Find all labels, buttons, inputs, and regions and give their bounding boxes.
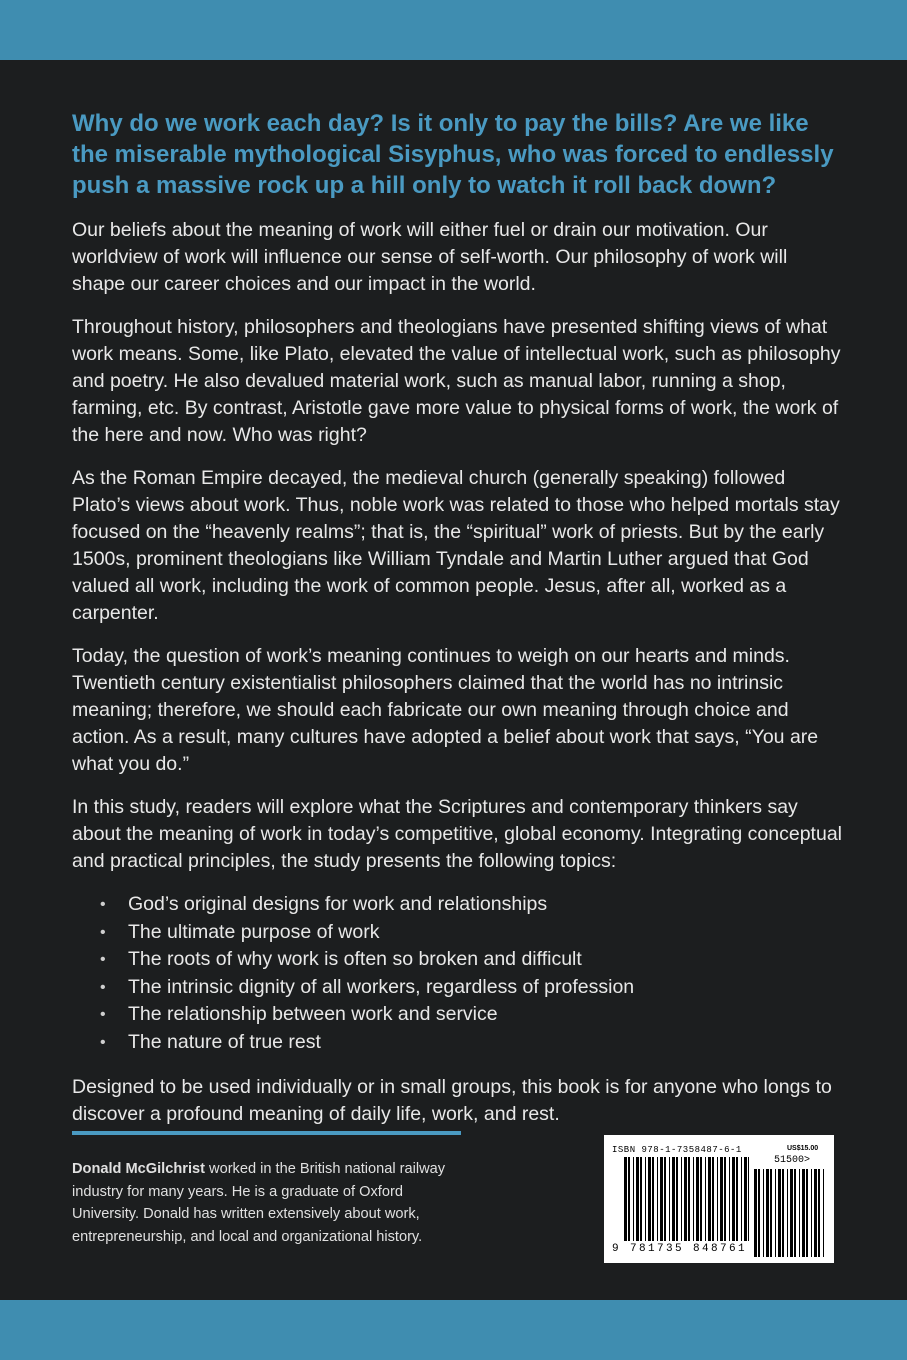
barcode-bar [744,1157,747,1241]
barcode-bar [736,1157,738,1241]
paragraph-1: Our beliefs about the meaning of work will either fuel or drain our motivation. Our worldview of work will influence our sense of self-worth. Our philosophy of work will shape our career choices and our impact in the world. [72,219,788,295]
author-bio-text: worked in the British national railway industry for many years. He is a graduate of Oxford University. Donald has written extensively about work, entrepreneurship, and local and organizational history. [72,1161,446,1245]
barcode-bar [624,1157,627,1241]
barcode-bar [766,1169,769,1257]
bullet-icon: • [100,978,106,996]
barcode-bar [652,1157,654,1241]
barcode-bar [684,1157,687,1241]
barcode-bar [782,1169,784,1257]
topic-list [100,891,842,1056]
barcode-bar [645,1157,646,1241]
barcode-bar [775,1169,776,1257]
list-item: • God’s original designs for work and relationships [100,891,842,919]
paragraph-3: As the Roman Empire decayed, the medieval church (generally speaking) followed Plato’s views about work. Thus, noble work was related to those who helped mortals stay focused on the “heavenly realms”; that is, the “spiritual” work of priests. But by the early 1500s, prominent theologians like William Tyndale and Martin Luther argued that God valued all work, including the work of common people. Jesus, after all, worked as a carpenter. [72,467,840,624]
list-item: • The intrinsic dignity of all workers, regardless of profession [100,974,842,1002]
barcode-bar [676,1157,678,1241]
barcode-bar [693,1157,694,1241]
bullet-icon: • [100,1033,106,1051]
barcode-bar [672,1157,675,1241]
barcode-bar [712,1157,714,1241]
barcode-bar [633,1157,634,1241]
barcode-bar [802,1169,805,1257]
barcode-bar [778,1169,781,1257]
barcode-bar [664,1157,666,1241]
bullet-icon: • [100,1006,106,1023]
bullet-icon: • [100,951,106,968]
barcode-bar [754,1169,757,1257]
addon-label: 51500> [774,1155,811,1166]
list-item: • The relationship between work and service [100,1001,842,1029]
barcode-bar [814,1169,817,1257]
barcode-bar [811,1169,812,1257]
top-color-band [0,0,907,60]
barcode-bar [681,1157,682,1241]
barcode-bar [799,1169,800,1257]
isbn-barcode [604,1135,834,1263]
paragraph-5: In this study, readers will explore what the Scriptures and contemporary thinkers say about the meaning of work in today’s competitive, global economy. Integrating conceptual and practical principles, the study presents the following topics: [72,796,842,872]
barcode-bar [729,1157,730,1241]
barcode-bar [640,1157,642,1241]
barcode-bar [700,1157,702,1241]
barcode-bar [741,1157,742,1241]
bottom-color-band [0,1300,907,1360]
barcode-bar [705,1157,706,1241]
barcode-bar [660,1157,663,1241]
barcode-bar [758,1169,760,1257]
paragraph-2: Throughout history, philosophers and theologians have presented shifting views of what work means. Some, like Plato, elevated the value of intellectual work, such as philosophy and poetry. He also devalued material work, such as manual labor, running a shop, farming, etc. By contrast, Aristotle gave more value to physical forms of work, the work of the here and now. Who was right? [72,316,841,446]
barcode-bar [628,1157,630,1241]
author-name: Donald McGilchrist [72,1161,205,1177]
barcode-bar [720,1157,723,1241]
price-label: US$15.00 [787,1145,819,1152]
barcode-bar [790,1169,793,1257]
isbn-label: ISBN 978-1-7358487-6-1 [612,1145,742,1155]
barcode-bar [657,1157,658,1241]
paragraph-4: Today, the question of work’s meaning continues to weigh on our hearts and minds. Twentieth century existentialist philosophers claimed that the world has no intrinsic meaning; therefore, we should each fabricate our own meaning through choice and action. As a result, many cultures have adopted a belief about work that says, “You are what you do.” [72,645,819,775]
list-item: • The ultimate purpose of work [100,919,842,947]
barcode-digits: 9 781735 848761 [612,1243,748,1255]
barcode-bar [696,1157,699,1241]
barcode-bar [636,1157,639,1241]
barcode-bar [732,1157,735,1241]
barcode-bar [724,1157,726,1241]
barcode-bar [818,1169,820,1257]
bullet-icon: • [100,923,106,941]
closing-paragraph: Designed to be used individually or in small groups, this book is for anyone who longs to discover a profound meaning of daily life, work, and rest. [72,1076,832,1125]
barcode-bar [669,1157,670,1241]
barcode-bar [717,1157,718,1241]
author-bio [72,1158,472,1248]
barcode-bar [794,1169,796,1257]
intro-question: Why do we work each day? Is it only to pay the bills? Are we like the miserable mythological Sisyphus, who was forced to endlessly push a massive rock up a hill only to watch it roll back down? [72,110,834,199]
barcode-bar [806,1169,808,1257]
barcode-bar [648,1157,651,1241]
barcode-bar [763,1169,764,1257]
barcode-bar [823,1169,824,1257]
list-item: • The roots of why work is often so broken and difficult [100,946,842,974]
barcode-bar [770,1169,772,1257]
barcode-bar [748,1157,749,1241]
barcode-bar [708,1157,711,1241]
divider-rule [72,1131,461,1135]
bullet-icon: • [100,896,106,913]
back-cover-text [72,108,842,1144]
list-item: • The nature of true rest [100,1029,842,1057]
barcode-bar [688,1157,690,1241]
barcode-bar [787,1169,788,1257]
